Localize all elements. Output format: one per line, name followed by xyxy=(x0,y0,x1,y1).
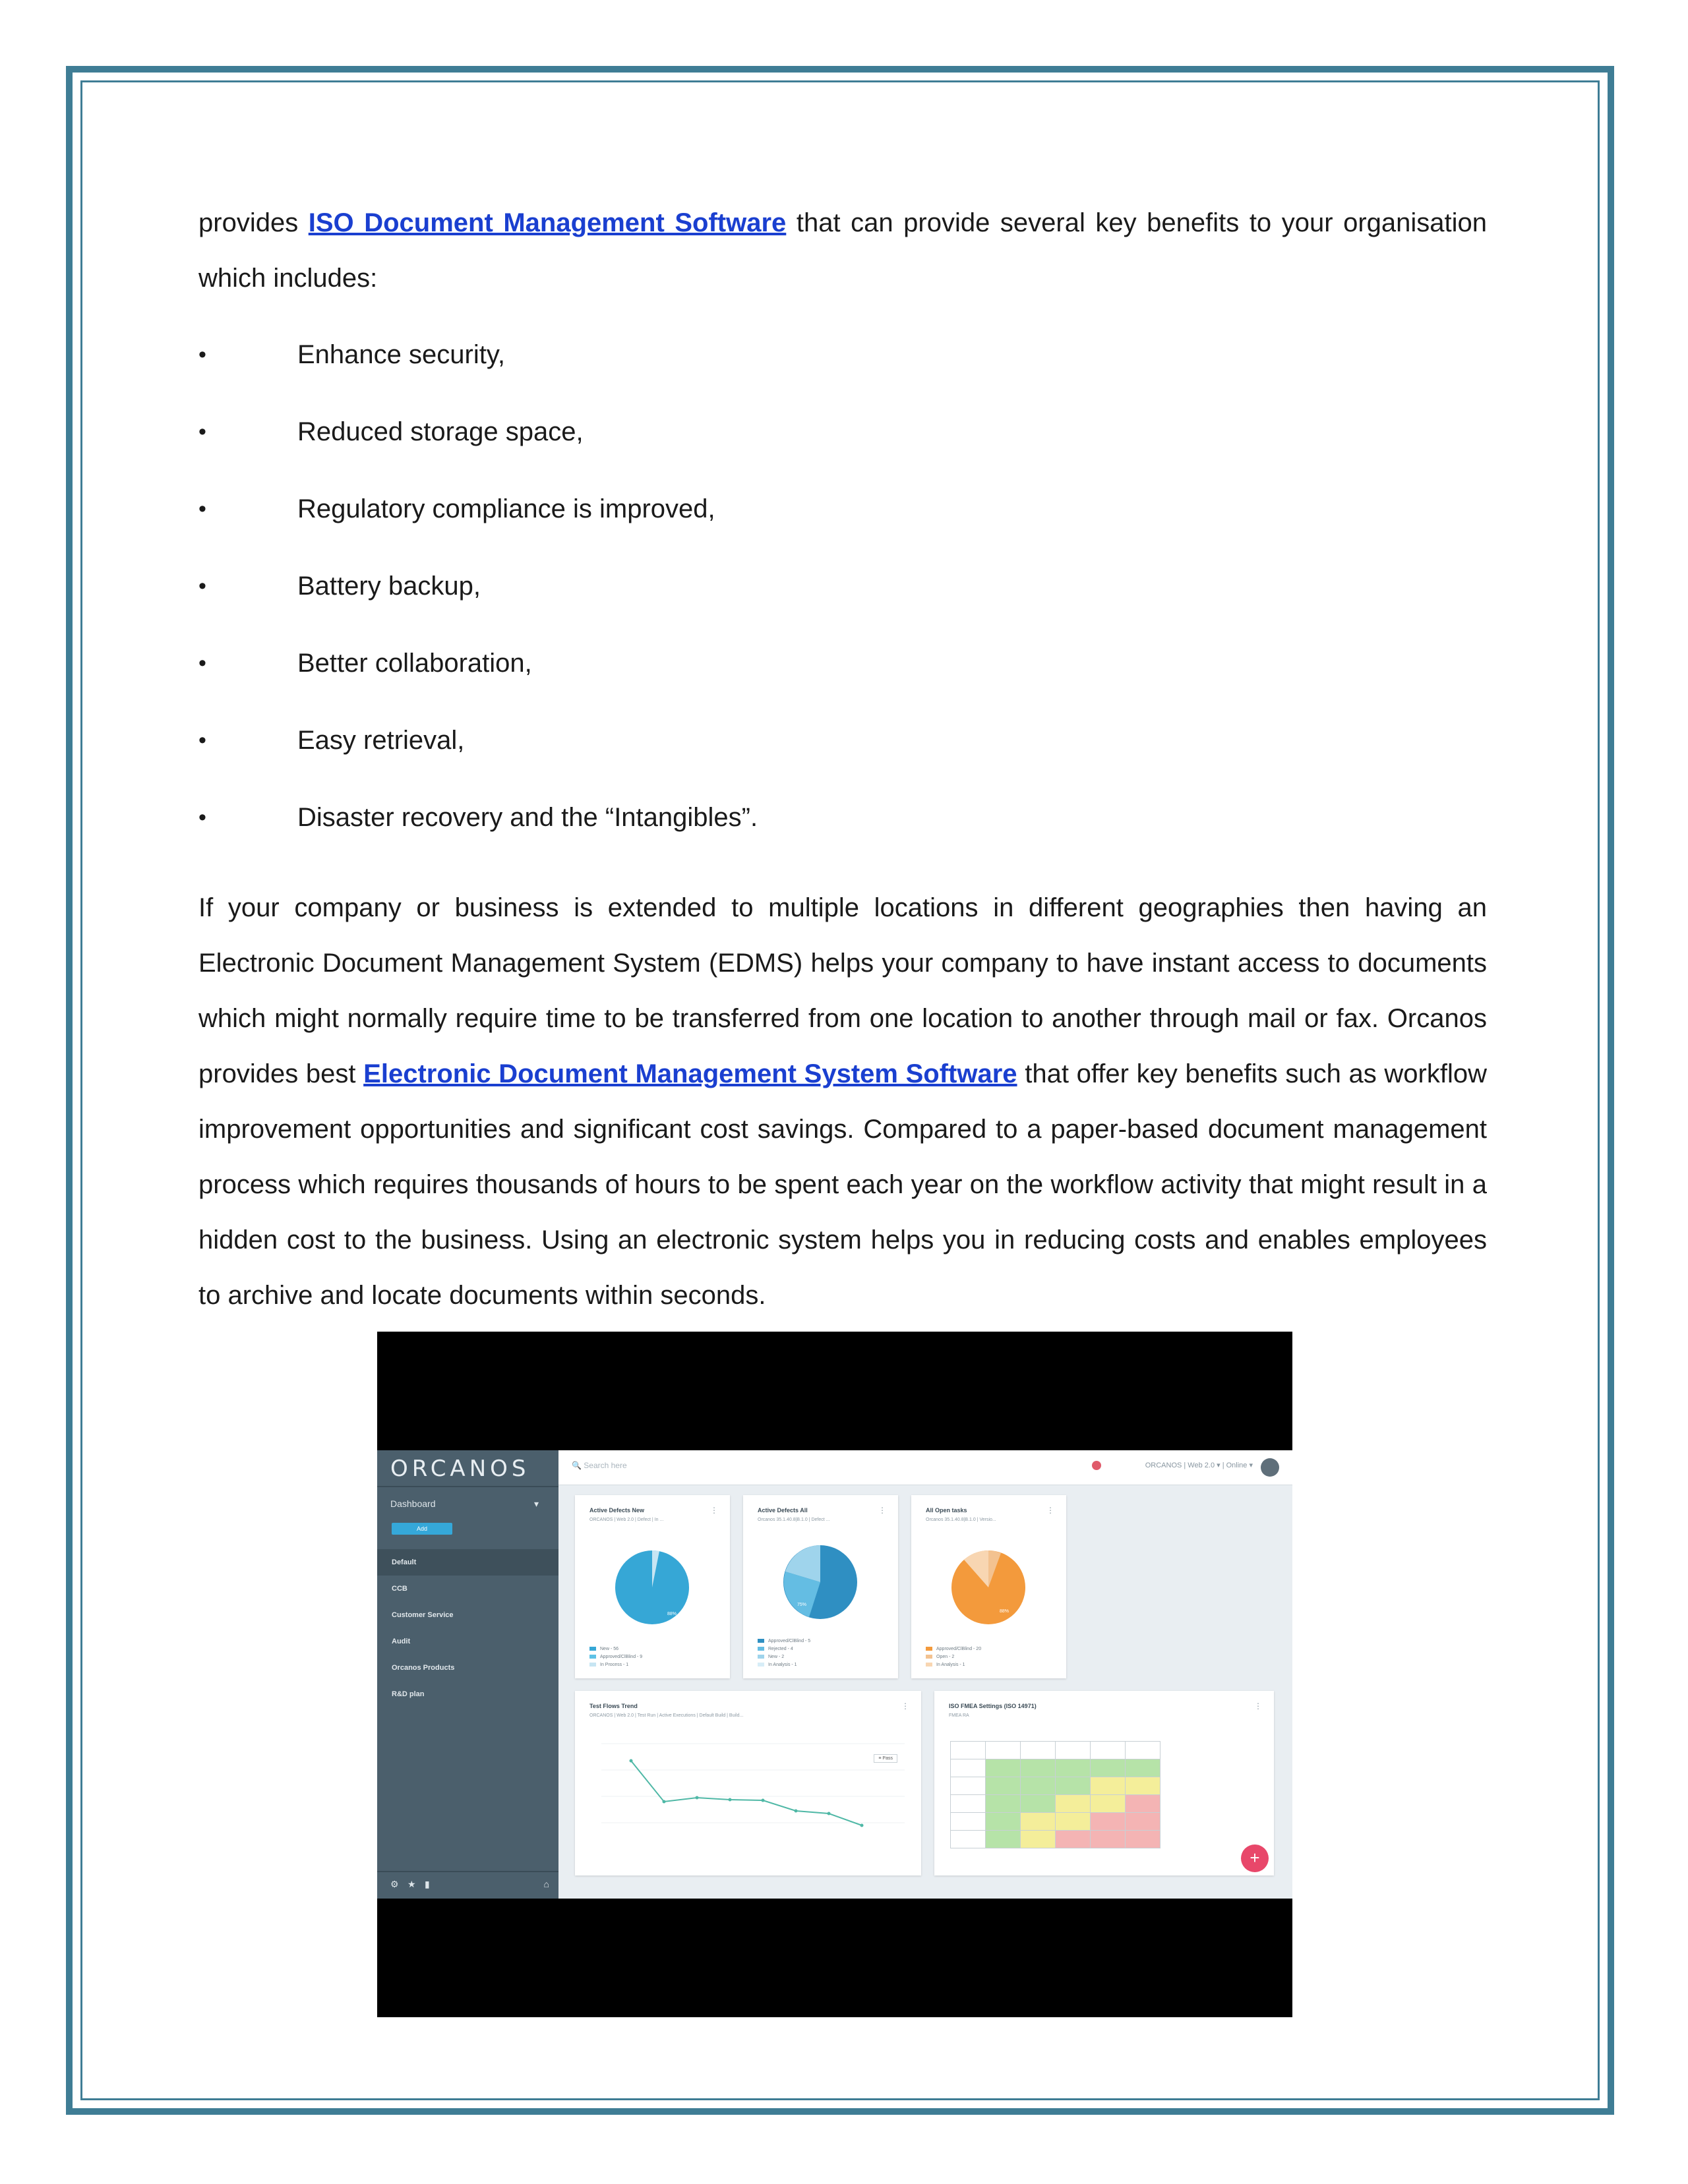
trend-points xyxy=(630,1759,864,1827)
more-icon[interactable]: ⋮ xyxy=(710,1506,718,1515)
more-icon[interactable]: ⋮ xyxy=(878,1506,886,1515)
add-button[interactable]: Add xyxy=(392,1523,452,1535)
line-chart xyxy=(575,1691,921,1875)
legend-label: New - 2 xyxy=(768,1655,785,1659)
list-item xyxy=(198,635,1487,713)
table-row xyxy=(951,1795,1160,1813)
edms-paragraph xyxy=(198,880,1487,1323)
legend-label: Approved/ClBlind - 9 xyxy=(600,1655,643,1659)
widget-title: Test Flows Trend xyxy=(589,1703,638,1709)
list-item xyxy=(198,481,1487,558)
star-icon[interactable]: ★ xyxy=(407,1879,416,1889)
more-icon[interactable]: ⋮ xyxy=(901,1701,909,1711)
sidebar xyxy=(377,1450,558,1899)
legend-label: In Process - 1 xyxy=(600,1663,629,1667)
legend-label: In Analysis - 1 xyxy=(936,1663,965,1667)
orcanos-dashboard-screenshot xyxy=(377,1332,1292,2017)
table-row xyxy=(951,1831,1160,1848)
top-bar xyxy=(558,1450,1292,1485)
list-item-text: Reduced storage space, xyxy=(297,417,584,446)
user-menu[interactable]: ORCANOS | Web 2.0 ▾ | Online ▾ xyxy=(1145,1461,1253,1469)
widget-card xyxy=(934,1691,1274,1875)
legend-item xyxy=(926,1661,981,1669)
bullet-icon: • xyxy=(198,496,206,521)
widget-subtitle: FMEA RA xyxy=(949,1713,969,1718)
list-item-text: Battery backup, xyxy=(297,572,481,601)
orcanos-logo: ORCANOS xyxy=(390,1456,530,1482)
pie-label: 88% xyxy=(667,1612,677,1616)
legend-swatch xyxy=(758,1639,764,1643)
dashboard-select-label: Dashboard xyxy=(390,1498,436,1509)
legend-item xyxy=(758,1653,810,1661)
intro-text-before: provides xyxy=(198,208,309,237)
table-row xyxy=(951,1759,1160,1777)
widget-subtitle: ORCANOS | Web 2.0 | Defect | In ... xyxy=(589,1518,664,1522)
legend-label: In Analysis - 1 xyxy=(768,1663,797,1667)
avatar[interactable] xyxy=(1261,1458,1279,1477)
bullet-icon: • xyxy=(198,651,206,676)
legend-item xyxy=(589,1653,642,1661)
edms-text-before: If your company or business is extended to multiple locations in different geographies then having an Electronic Document Management System (EDMS) helps your company to have instant access to documents which might normally require time to be transferred from one location to another through mail or fax. Orcanos provides best xyxy=(198,893,1487,1088)
search-placeholder: Search here xyxy=(584,1461,627,1470)
widget-card xyxy=(575,1691,921,1875)
intro-paragraph xyxy=(198,195,1487,306)
add-widget-button[interactable]: + xyxy=(1241,1845,1269,1872)
widget-title: Active Defects All xyxy=(758,1507,808,1514)
legend-label: Rejected - 4 xyxy=(768,1647,793,1651)
iso-document-management-link[interactable]: ISO Document Management Software xyxy=(308,208,787,237)
bullet-icon: • xyxy=(198,574,206,599)
legend-swatch xyxy=(926,1647,932,1651)
sidebar-item-customer-service[interactable]: Customer Service xyxy=(392,1611,454,1619)
pie-label: 75% xyxy=(797,1603,807,1607)
legend-item xyxy=(758,1638,810,1645)
edms-text-after: that offer key benefits such as workflow improvement opportunities and significant cost savings. Compared to a paper-based document management process which requires thousands of hours to be spent each year on the workflow activity that might result in a hidden cost to the business. Using an electronic system helps you in reducing costs and enables employees to archive and locate documents within seconds. xyxy=(198,1059,1488,1310)
sidebar-item-rd-plan[interactable]: R&D plan xyxy=(392,1690,425,1698)
list-item-text: Better collaboration, xyxy=(297,649,532,678)
legend-item xyxy=(758,1661,810,1669)
bullet-icon: • xyxy=(198,419,206,444)
sidebar-item-audit[interactable]: Audit xyxy=(392,1638,411,1645)
list-item xyxy=(198,327,1487,404)
legend-swatch xyxy=(589,1655,596,1659)
table-row xyxy=(951,1742,1160,1759)
widget-card xyxy=(911,1495,1066,1678)
benefits-list xyxy=(198,327,1487,867)
table-row xyxy=(951,1777,1160,1795)
trash-icon[interactable]: ▮ xyxy=(425,1879,430,1889)
sidebar-footer xyxy=(377,1871,558,1899)
legend-swatch xyxy=(758,1647,764,1651)
widget-subtitle: ORCANOS | Web 2.0 | Test Run | Active Executions | Default Build | Build... xyxy=(589,1713,744,1718)
dashboard-select[interactable] xyxy=(390,1494,545,1514)
legend-label: Approved/ClBlind - 20 xyxy=(936,1647,982,1651)
legend-label: New - 56 xyxy=(600,1647,619,1651)
divider xyxy=(377,1486,558,1487)
sidebar-item-ccb[interactable]: CCB xyxy=(392,1585,407,1593)
chart-legend xyxy=(758,1638,810,1669)
fmea-matrix xyxy=(950,1741,1160,1848)
legend-swatch xyxy=(589,1663,596,1667)
legend-item xyxy=(926,1653,981,1661)
list-item-text: Disaster recovery and the “Intangibles”. xyxy=(297,803,758,832)
legend-item xyxy=(926,1645,981,1653)
more-icon[interactable]: ⋮ xyxy=(1254,1701,1262,1711)
chart-legend xyxy=(926,1645,981,1669)
intro-text-after: that can provide several key benefits to your organisation which includes: xyxy=(198,208,1488,293)
legend-label: Approved/ClBlind - 5 xyxy=(768,1639,811,1643)
legend-item xyxy=(589,1661,642,1669)
document-body xyxy=(198,195,1487,1323)
list-item xyxy=(198,790,1487,867)
legend-label: Open - 2 xyxy=(936,1655,955,1659)
widget-subtitle: Orcanos 35.1.40.8|B.1.0 | Defect ... xyxy=(758,1518,830,1522)
list-item-text: Regulatory compliance is improved, xyxy=(297,494,715,523)
settings-icon[interactable]: ⚙ xyxy=(390,1879,399,1889)
pie-label: 88% xyxy=(1000,1609,1010,1614)
list-item xyxy=(198,713,1487,790)
grid xyxy=(601,1744,905,1823)
widget-card xyxy=(575,1495,730,1678)
legend-swatch xyxy=(589,1647,596,1651)
list-item xyxy=(198,404,1487,481)
legend-swatch xyxy=(758,1663,764,1667)
sidebar-item-default[interactable]: Default xyxy=(377,1549,558,1576)
table-row xyxy=(951,1813,1160,1831)
home-icon[interactable]: ⌂ xyxy=(543,1879,549,1889)
list-item-text: Easy retrieval, xyxy=(297,726,465,755)
legend-swatch xyxy=(926,1663,932,1667)
trend-line xyxy=(631,1761,862,1825)
edms-software-link[interactable]: Electronic Document Management System Software xyxy=(363,1059,1017,1088)
widget-title: Active Defects New xyxy=(589,1507,645,1514)
widget-card xyxy=(743,1495,898,1678)
legend-item xyxy=(589,1645,642,1653)
search-input[interactable]: 🔍 Search here xyxy=(572,1461,627,1470)
sidebar-item-orcanos-products[interactable]: Orcanos Products xyxy=(392,1664,455,1672)
legend-item xyxy=(758,1645,810,1653)
chevron-down-icon: ▾ xyxy=(533,1498,539,1509)
widget-title: All Open tasks xyxy=(926,1507,967,1514)
more-icon[interactable]: ⋮ xyxy=(1046,1506,1054,1515)
dashboard-app xyxy=(377,1450,1292,1899)
sidebar-menu xyxy=(377,1549,558,1707)
bullet-icon: • xyxy=(198,728,206,753)
legend-swatch xyxy=(758,1655,764,1659)
bullet-icon: • xyxy=(198,342,206,367)
notification-icon[interactable] xyxy=(1092,1461,1101,1470)
bullet-icon: • xyxy=(198,805,206,830)
legend-swatch xyxy=(926,1655,932,1659)
list-item xyxy=(198,558,1487,635)
list-item-text: Enhance security, xyxy=(297,340,505,369)
chart-legend xyxy=(589,1645,642,1669)
pass-filter-button[interactable]: ≡ Pass xyxy=(874,1754,897,1763)
widget-subtitle: Orcanos 35.1.40.8|B.1.0 | Versio... xyxy=(926,1518,996,1522)
widget-title: ISO FMEA Settings (ISO 14971) xyxy=(949,1703,1037,1709)
